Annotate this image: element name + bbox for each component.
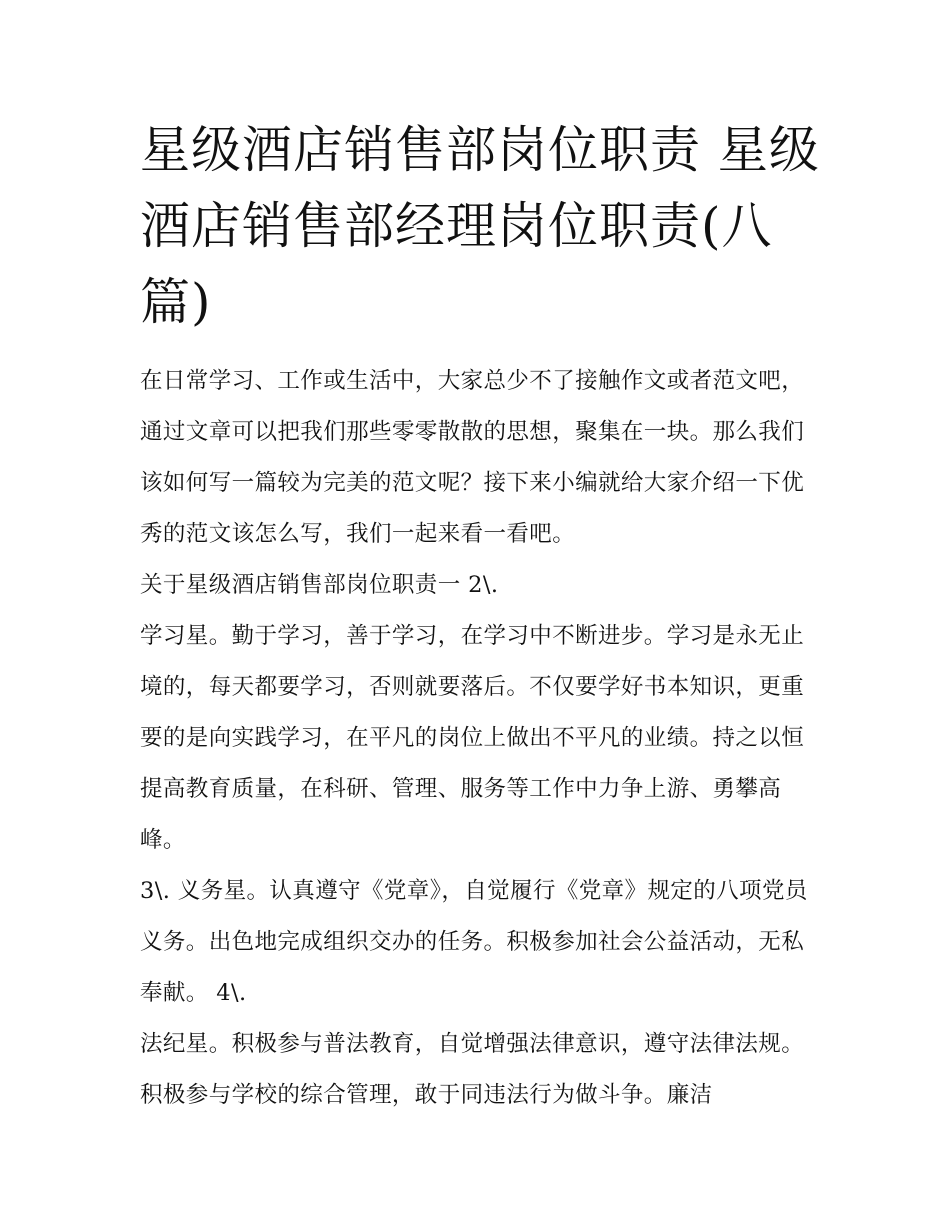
paragraph-law-star: 法纪星。积极参与普法教育，自觉增强法律意识，遵守法律法规。积极参与学校的综合管理，敢于同违法行为做斗争。廉洁 [140,1031,805,1108]
document-title: 星级酒店销售部岗位职责 星级酒店销售部经理岗位职责(八篇) [140,121,820,331]
document-body [140,356,820,1121]
paragraph-intro: 在日常学习、工作或生活中，大家总少不了接触作文或者范文吧，通过文章可以把我们那些零零散散的思想，聚集在一块。那么我们该如何写一篇较为完美的范文呢？接下来小编就给大家介绍一下优秀的范文该怎么写，我们一起来看一看吧。 [140,368,805,547]
paragraph-section-heading: 关于星级酒店销售部岗位职责一 2\. [140,572,499,598]
paragraph-duty-star: 3\. 义务星。认真遵守《党章》，自觉履行《党章》规定的八项党员义务。出色地完成组织交办的任务。积极参加社会公益活动，无私奉献。 4\. [140,878,808,1006]
paragraph-study-star: 学习星。勤于学习，善于学习，在学习中不断进步。学习是永无止境的，每天都要学习，否则就要落后。不仅要学好书本知识，更重要的是向实践学习，在平凡的岗位上做出不平凡的业绩。持之以恒提高教育质量，在科研、管理、服务等工作中力争上游、勇攀高峰。 [140,623,805,853]
